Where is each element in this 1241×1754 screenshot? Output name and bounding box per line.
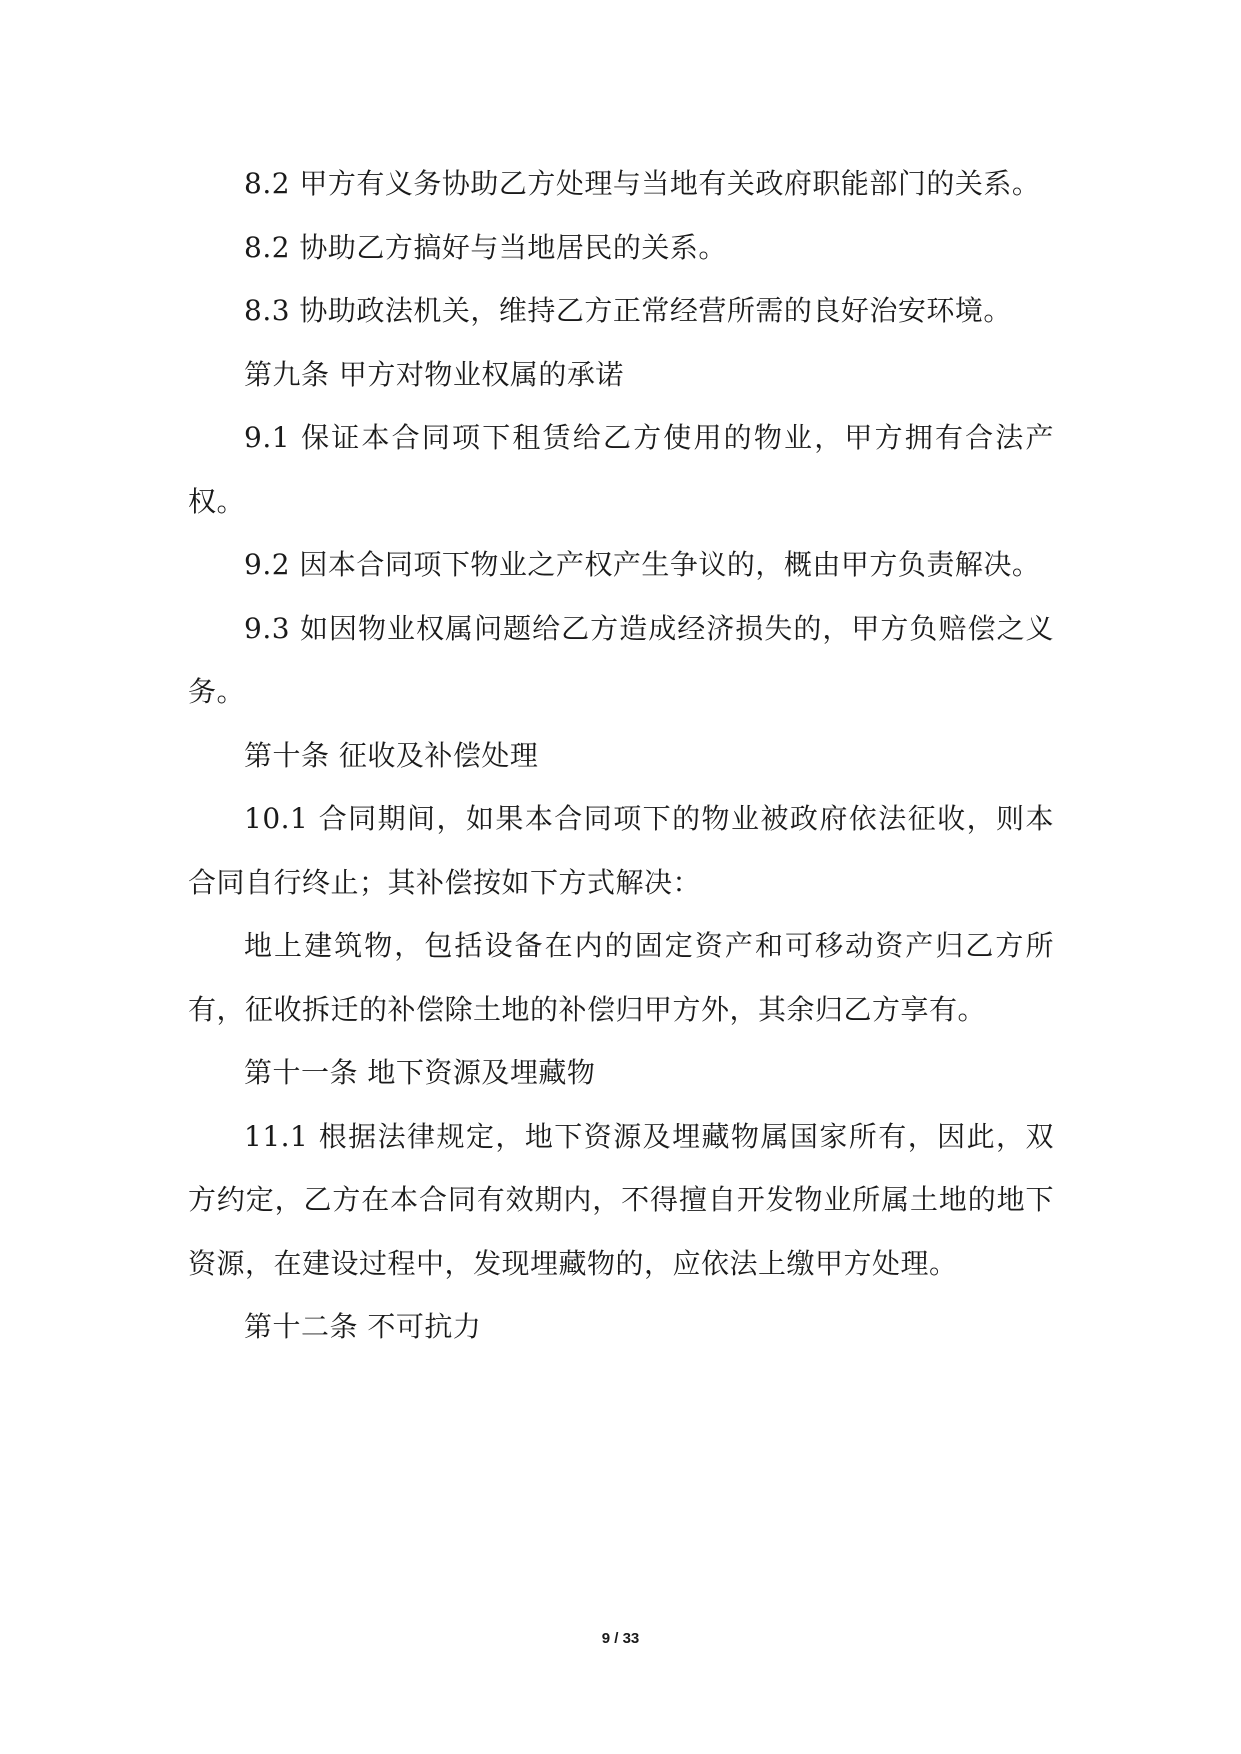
paragraph-9-3: 9.3 如因物业权属问题给乙方造成经济损失的，甲方负赔偿之义务。 <box>188 611 1054 708</box>
page-number: 9 / 33 <box>601 1630 640 1647</box>
paragraph-9-1: 9.1 保证本合同项下租赁给乙方使用的物业，甲方拥有合法产权。 <box>188 421 1054 518</box>
paragraph-11-1: 11.1 根据法律规定，地下资源及埋藏物属国家所有，因此，双方约定，乙方在本合同有效期内，不得擅自开发物业所属土地的地下资源，在建设过程中，发现埋藏物的，应依法上缴甲方处理。 <box>188 1119 1054 1280</box>
document-body <box>188 152 1054 1359</box>
paragraph-8-2-resident-relations: 8.2 协助乙方搞好与当地居民的关系。 <box>244 230 727 264</box>
heading-article-9: 第九条 甲方对物业权属的承诺 <box>244 357 624 391</box>
heading-article-10: 第十条 征收及补偿处理 <box>244 738 539 772</box>
paragraph-8-2-government-relations: 8.2 甲方有义务协助乙方处理与当地有关政府职能部门的关系。 <box>244 167 1041 200</box>
paragraph-10-1: 10.1 合同期间，如果本合同项下的物业被政府依法征收，则本合同自行终止；其补偿按如下方式解决： <box>188 802 1054 899</box>
heading-article-12: 第十二条 不可抗力 <box>244 1310 482 1343</box>
paragraph-10-1-compensation: 地上建筑物，包括设备在内的固定资产和可移动资产归乙方所有，征收拆迁的补偿除土地的补偿归甲方外，其余归乙方享有。 <box>188 929 1054 1026</box>
heading-article-11: 第十一条 地下资源及埋藏物 <box>244 1056 596 1089</box>
paragraph-9-2: 9.2 因本合同项下物业之产权产生争议的，概由甲方负责解决。 <box>244 548 1041 581</box>
paragraph-8-3-security-environment: 8.3 协助政法机关，维持乙方正常经营所需的良好治安环境。 <box>244 294 1012 327</box>
